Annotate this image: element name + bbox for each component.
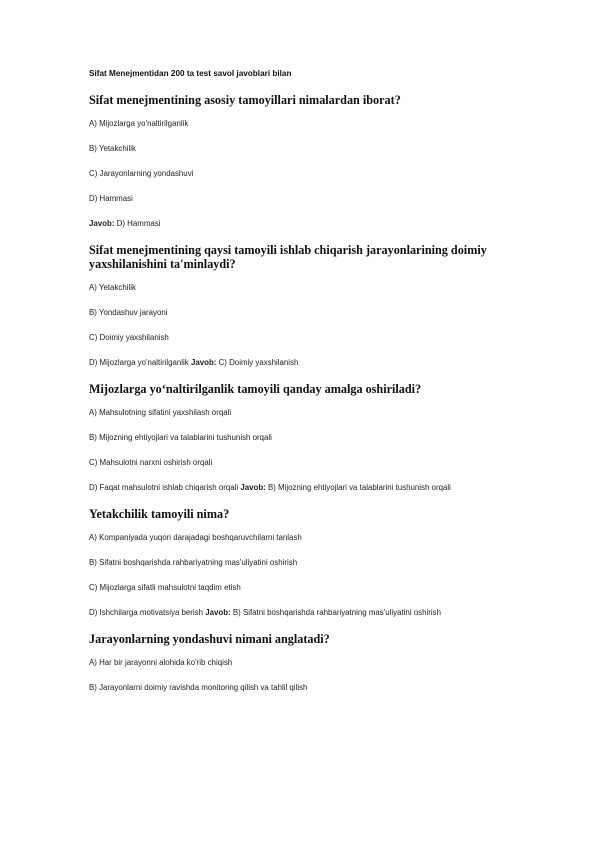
answer-option: C) Mijozlarga sifatli mahsulotni taqdim etish — [89, 583, 241, 592]
question-text: Sifat menejmentining qaysi tamoyili ishlab chiqarish jarayonlarining doimiy yaxshilanishini ta'minlaydi? — [89, 243, 487, 271]
correct-answer — [89, 218, 509, 229]
answer-option: A) Yetakchilik — [89, 283, 136, 292]
answer-option: A) Kompaniyada yuqori darajadagi boshqaruvchilarni tanlash — [89, 533, 302, 542]
answer-option: B) Yetakchilik — [89, 144, 136, 153]
answer-label: Javob: — [240, 483, 266, 492]
answer-label: Javob: — [89, 219, 115, 228]
question-block — [89, 243, 509, 368]
answer-value: C) Doimiy yaxshilanish — [218, 358, 299, 367]
answer-option: C) Jarayonlarning yondashuvi — [89, 169, 194, 178]
answer-option: B) Jarayonlarni doimiy ravishda monitoring qilish va tahlil qilish — [89, 683, 308, 692]
question-text: Jarayonlarning yondashuvi nimani anglatadi? — [89, 632, 330, 646]
answer-option: D) Faqat mahsulotni ishlab chiqarish orqali — [89, 483, 239, 492]
document-title: Sifat Menejmentidan 200 ta test savol javoblari bilan — [89, 69, 292, 78]
question-block — [89, 632, 509, 693]
answer-option-with-answer — [89, 482, 509, 493]
answer-option: A) Mijozlarga yo'naltirilganlik — [89, 119, 189, 128]
question-block — [89, 93, 509, 229]
answer-option: C) Mahsulotni narxni oshirish orqali — [89, 458, 213, 467]
question-block — [89, 382, 509, 493]
answer-option: C) Doimiy yaxshilanish — [89, 333, 169, 342]
answer-label: Javob: — [190, 358, 217, 367]
answer-option: A) Mahsulotning sifatini yaxshilash orqali — [89, 408, 232, 417]
answer-option: B) Sifatni boshqarishda rahbariyatning mas'uliyatini oshirish — [89, 558, 298, 567]
question-block — [89, 507, 509, 618]
answer-option-with-answer — [89, 607, 509, 618]
answer-option: D) Hammasi — [89, 194, 133, 203]
answer-option-with-answer — [89, 357, 509, 368]
question-text: Sifat menejmentining asosiy tamoyillari nimalardan iborat? — [89, 93, 401, 107]
question-text: Yetakchilik tamoyili nima? — [89, 507, 230, 521]
answer-option: B) Mijozning ehtiyojlari va talablarini tushunish orqali — [89, 433, 272, 442]
answer-option: D) Ishchilarga motivatsiya berish — [89, 608, 204, 617]
answer-option: A) Har bir jarayonni alohida ko'rib chiqish — [89, 658, 233, 667]
answer-option: D) Mijozlarga yo'naltirilganlik — [89, 358, 189, 367]
answer-value: D) Hammasi — [116, 219, 161, 228]
answer-value: B) Mijozning ehtiyojlari va talablarini tushunish orqali — [267, 483, 451, 492]
answer-value: B) Sifatni boshqarishda rahbariyatning mas'uliyatini oshirish — [232, 608, 441, 617]
answer-label: Javob: — [205, 608, 231, 617]
document-content — [89, 68, 509, 707]
answer-option: B) Yondashuv jarayoni — [89, 308, 168, 317]
question-text: Mijozlarga yo‘naltirilganlik tamoyili qanday amalga oshiriladi? — [89, 382, 422, 396]
